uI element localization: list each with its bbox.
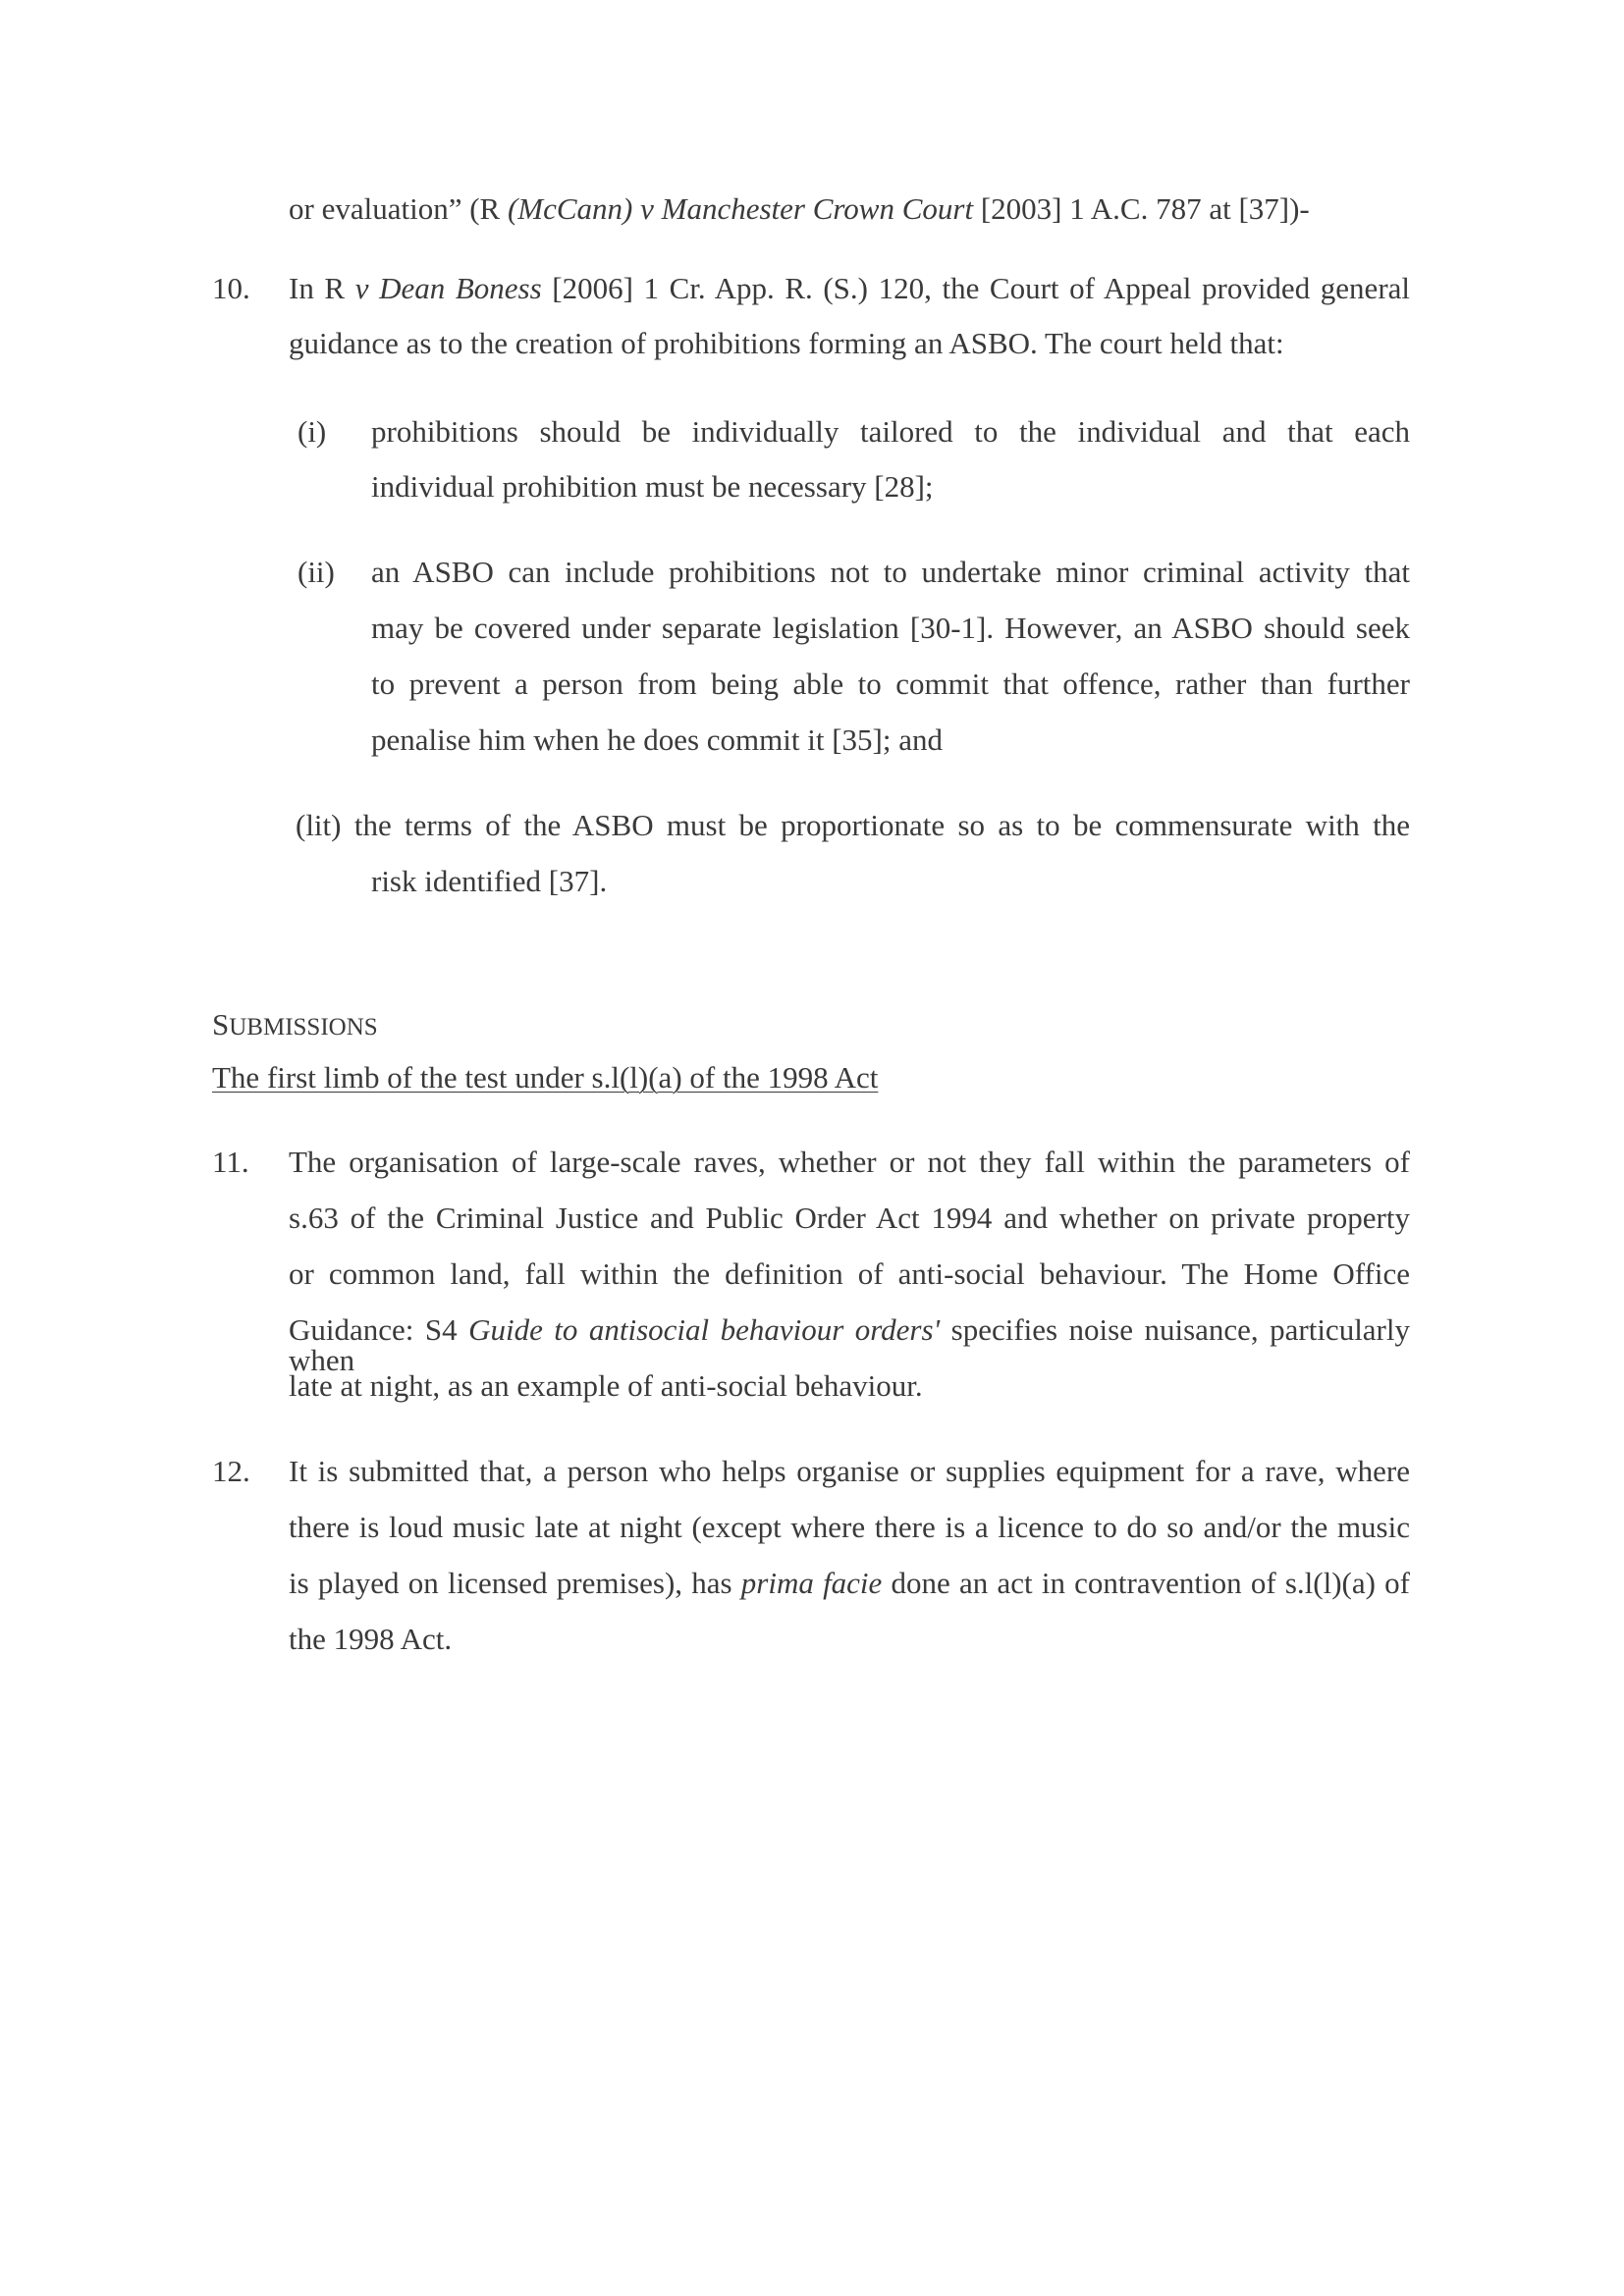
para11-number: 11. — [212, 1145, 249, 1179]
para10-number: 10. — [212, 271, 250, 305]
guidance-title: Guide to antisocial behaviour orders' — [468, 1312, 941, 1347]
para12-line3-a: is played on licensed premises), has — [289, 1566, 741, 1600]
item-i-line-2: individual prohibition must be necessary [28]; — [371, 469, 934, 504]
para12-line-4: the 1998 Act. — [289, 1622, 453, 1656]
para12-line-2: there is loud music late at night (except where there is a licence to do so and/or the music — [289, 1510, 1410, 1544]
para10-line1-a: In R — [289, 271, 355, 305]
item-ii-line-2: may be covered under separate legislation [30-1]. However, an ASBO should seek — [371, 611, 1410, 645]
item-iii-line-2: risk identified [37]. — [371, 864, 608, 898]
opening-text-a: or evaluation” (R — [289, 191, 508, 226]
subheading: The first limb of the test under s.l(l)(a) of the 1998 Act — [212, 1060, 879, 1095]
opening-line — [289, 193, 1310, 224]
para11-line-5: late at night, as an example of anti-social behaviour. — [289, 1368, 923, 1403]
para11-line4-a: Guidance: S4 — [289, 1312, 469, 1347]
para11-line4-b: specifies noise nuisance, particularly when — [289, 1312, 1410, 1377]
para12-line-1: It is submitted that, a person who helps organise or supplies equipment for a rave, where — [289, 1454, 1410, 1488]
item-ii-line-1: an ASBO can include prohibitions not to undertake minor criminal activity that — [371, 555, 1410, 589]
case-name-mccann: (McCann) v Manchester Crown Court — [507, 191, 974, 226]
para12-line-3 — [289, 1568, 1410, 1598]
item-ii-line-3: to prevent a person from being able to commit that offence, rather than further — [371, 667, 1410, 701]
para10-line-2: guidance as to the creation of prohibitions forming an ASBO. The court held that: — [289, 326, 1284, 360]
case-name-boness: v Dean Boness — [354, 271, 542, 305]
item-ii-line-4: penalise him when he does commit it [35]; and — [371, 722, 943, 757]
item-i-label: (i) — [298, 414, 327, 449]
heading-first-letter: S — [212, 1007, 230, 1041]
para11-line-2: s.63 of the Criminal Justice and Public Order Act 1994 and whether on private property — [289, 1201, 1410, 1235]
para12-line3-b: done an act in contravention of s.l(l)(a) of — [882, 1566, 1410, 1600]
para11-line-4 — [289, 1314, 1410, 1375]
para12-number: 12. — [212, 1454, 250, 1488]
item-iii-text-1: the terms of the ASBO must be proportionate so as to be commensurate with the — [353, 808, 1411, 842]
item-iii-label: (lit) — [296, 808, 342, 842]
item-i-line-1: prohibitions should be individually tailored to the individual and that each — [371, 414, 1410, 449]
para11-line-1: The organisation of large-scale raves, whether or not they fall within the parameters of — [289, 1145, 1410, 1179]
opening-text-b: [2003] 1 A.C. 787 at [37])- — [973, 191, 1310, 226]
heading-rest: UBMISSIONS — [229, 1014, 378, 1041]
item-iii-line-1 — [296, 810, 1410, 840]
para10-line-1 — [289, 273, 1410, 303]
section-heading — [212, 1009, 378, 1040]
item-ii-label: (ii) — [298, 555, 335, 589]
para10-line1-b: [2006] 1 Cr. App. R. (S.) 120, the Court of Appeal provided general — [541, 271, 1411, 305]
prima-facie: prima facie — [740, 1566, 883, 1600]
para11-line-3: or common land, fall within the definition of anti-social behaviour. The Home Office — [289, 1256, 1410, 1291]
